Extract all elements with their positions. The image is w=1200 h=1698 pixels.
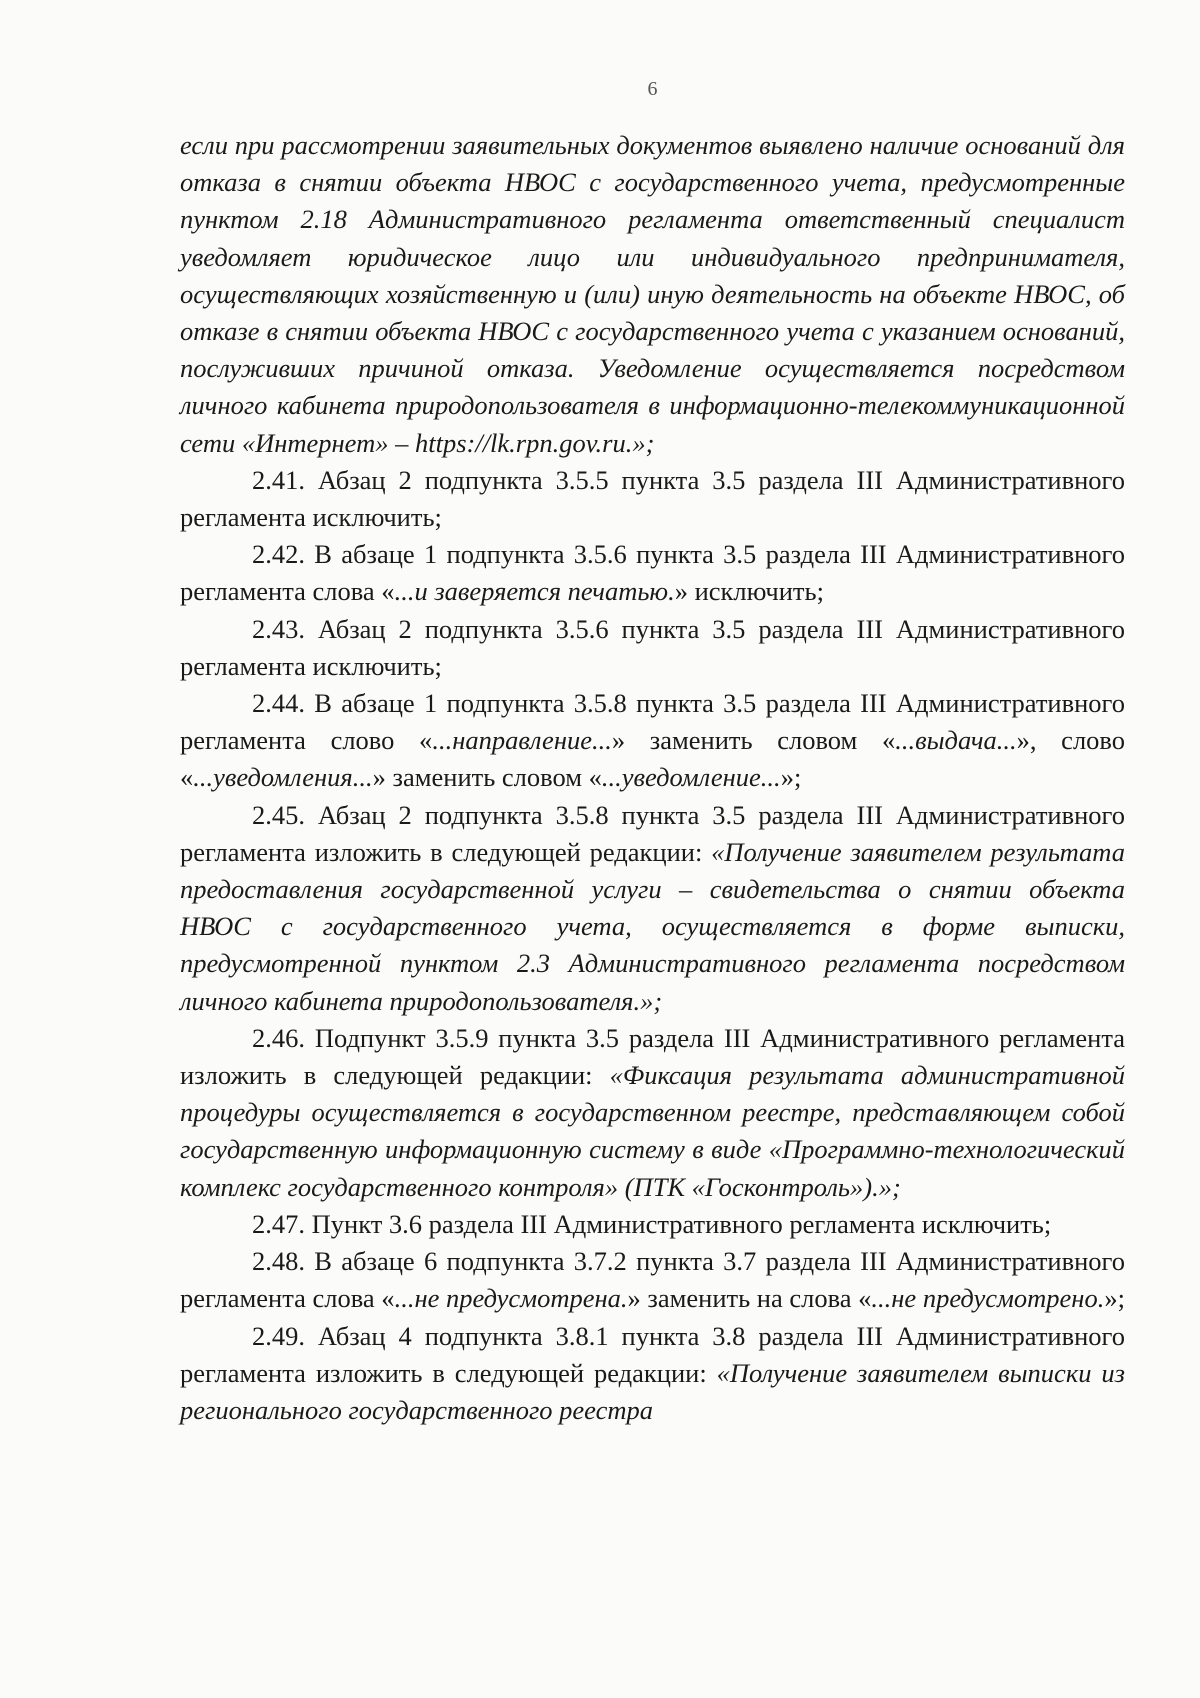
paragraph-2-48 — [180, 1243, 1125, 1317]
quoted-text: ...уведомления... — [193, 762, 373, 793]
paragraph-2-46 — [180, 1020, 1125, 1206]
body-text: »; — [1104, 1283, 1125, 1314]
quoted-text: ...уведомление... — [601, 762, 781, 793]
body-text: »; — [780, 762, 802, 793]
quoted-text: если при рассмотрении заявительных документов выявлено наличие оснований для отказа в снятии объекта НВОС с государственного учета, предусмотренные пунктом 2.18 Административного регламента ответственный специалист уведомляет юридическое лицо или индивидуального предпринимателя, осуществляющих хозяйственную и (или) иную деятельность на объекте НВОС, об отказе в снятии объекта НВОС с государственного учета с указанием оснований, послуживших причиной отказа. Уведомление осуществляется посредством личного кабинета природопользователя в информационно-телекоммуникационной сети «Интернет» – https://lk.rpn.gov.ru.»; — [180, 130, 1125, 458]
body-text: », слово « — [180, 725, 1125, 793]
body-text: 2.42. В абзаце 1 подпункта 3.5.6 пункта 3.5 раздела III Административного регламента слова « — [180, 539, 1125, 607]
body-text: 2.45. Абзац 2 подпункта 3.5.8 пункта 3.5 раздела III Административного регламента изложить в следующей редакции: — [180, 799, 1125, 867]
body-text: » заменить на слова « — [627, 1283, 872, 1314]
quoted-text: ...не предусмотрена. — [394, 1283, 628, 1314]
quoted-text: «Фиксация результата административной процедуры осуществляется в государственном реестре, представляющем собой государственную информационную систему в виде «Программно-технологический комплекс государственного контроля» (ПТК «Госконтроль»).»; — [180, 1060, 1125, 1202]
body-text: 2.49. Абзац 4 подпункта 3.8.1 пункта 3.8 раздела III Административного регламента изложить в следующей редакции: — [180, 1320, 1125, 1388]
paragraph-2-44 — [180, 685, 1125, 797]
quoted-text: ...не предусмотрено. — [871, 1283, 1105, 1314]
quoted-text: ...направление... — [432, 725, 612, 756]
quoted-text: ...выдача... — [895, 725, 1017, 756]
page-number: 6 — [647, 78, 658, 100]
body-text: 2.41. Абзац 2 подпункта 3.5.5 пункта 3.5 раздела III Административного регламента исключить; — [180, 464, 1125, 533]
paragraph-2-42 — [180, 536, 1125, 610]
body-text: » заменить словом « — [372, 762, 602, 793]
quoted-text: «Получение заявителем результата предоставления государственной услуги – свидетельства о снятии объекта НВОС с государственного учета, осуществляется в форме выписки, предусмотренной пунктом 2.3 Административного регламента посредством личного кабинета природопользователя.»; — [180, 836, 1125, 1016]
body-text: 2.48. В абзаце 6 подпункта 3.7.2 пункта 3.7 раздела III Административного регламента слова « — [180, 1246, 1125, 1314]
body-text: 2.43. Абзац 2 подпункта 3.5.6 пункта 3.5 раздела III Административного регламента исключить; — [180, 613, 1125, 681]
quoted-text: ...и заверяется печатью. — [394, 576, 675, 607]
body-text: 2.46. Подпункт 3.5.9 пункта 3.5 раздела III Административного регламента изложить в следующей редакции: — [180, 1022, 1125, 1091]
body-text: » заменить словом « — [611, 725, 896, 756]
paragraph-2-41 — [180, 462, 1125, 536]
body-text: 2.47. Пункт 3.6 раздела III Административного регламента исключить; — [252, 1208, 1052, 1239]
quoted-text: «Получение заявителем выписки из регионального государственного реестра — [180, 1357, 1125, 1425]
paragraph-2-43 — [180, 611, 1125, 685]
paragraph-2-47 — [180, 1206, 1125, 1243]
body-text: 2.44. В абзаце 1 подпункта 3.5.8 пункта 3.5 раздела III Административного регламента слово « — [180, 688, 1125, 756]
paragraph-2-45 — [180, 797, 1125, 1020]
body-text: » исключить; — [674, 576, 824, 607]
paragraph-continuation — [180, 127, 1125, 462]
document-body — [180, 127, 1125, 1429]
paragraph-2-49 — [180, 1318, 1125, 1430]
